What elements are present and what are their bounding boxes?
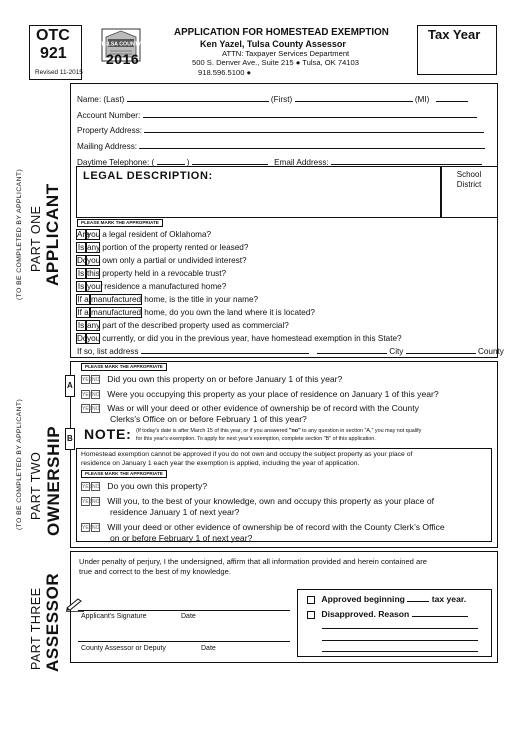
a-question-2 <box>81 389 439 399</box>
a-q2-yes-box[interactable]: YES <box>82 392 93 399</box>
q6-text: home, is the title in your name? <box>142 295 259 304</box>
b-q3-yes-box[interactable]: YES <box>82 525 93 532</box>
part-two-title: PART TWO <box>29 451 43 520</box>
question-4[interactable] <box>76 268 226 279</box>
applicant-date-label: Date <box>181 613 196 620</box>
account-label: Account Number: <box>77 111 141 120</box>
a-question-3 <box>81 403 419 413</box>
q2-answer-box-2[interactable]: any <box>87 243 101 252</box>
q7-answer-box-1[interactable]: If a <box>77 308 89 317</box>
part-two-a-mark-tag: PLEASE MARK THE APPROPRIATE <box>81 363 167 371</box>
part-one-subtitle: APPLICANT <box>43 183 62 286</box>
disapproved-reason-field[interactable] <box>412 608 468 617</box>
b-q2-yes-box[interactable]: YES <box>82 499 93 506</box>
part-two-b-mark-tag: PLEASE MARK THE APPROPRIATE <box>81 470 167 478</box>
reason-line-4[interactable] <box>322 651 478 652</box>
q7-text: home, do you own the land where it is located? <box>142 308 315 317</box>
q1-answer-box-2[interactable]: you <box>87 230 101 239</box>
approved-year-field[interactable] <box>407 593 429 602</box>
note-text-a: (If today's date is after March 15 of this year, or if you answered <box>136 428 289 434</box>
last-name-label: Name: (Last) <box>77 95 125 104</box>
account-row <box>77 109 477 120</box>
q1-answer-box-1[interactable]: Are <box>77 230 90 239</box>
note-text-line2: for this year's exemption. To apply for next year's exemption, complete section "B" of this application. <box>136 436 376 442</box>
first-name-label: (First) <box>270 95 293 104</box>
disapproved-checkbox[interactable] <box>307 611 315 619</box>
q8-answer-box-1[interactable]: Is <box>77 321 85 330</box>
property-address-field[interactable] <box>144 124 484 133</box>
first-name-field[interactable] <box>295 93 413 102</box>
note-no: "no" <box>288 428 301 434</box>
revised-date: Revised 11-2015 <box>35 69 83 76</box>
q3-text: own only a partial or undivided interest? <box>100 256 247 265</box>
question-9[interactable] <box>76 333 402 344</box>
section-b-letter: B <box>67 434 73 443</box>
q2-answer-box-1[interactable]: Is <box>77 243 85 252</box>
form-year: 2016 <box>106 51 140 67</box>
b-intro-line1: Homestead exemption cannot be approved if you do not own and occupy the subject property as your place of <box>81 451 413 458</box>
q8-text: part of the described property used as commercial? <box>100 321 289 330</box>
a-question-1 <box>81 374 342 384</box>
b-question-3 <box>81 522 445 532</box>
property-address-row <box>77 124 484 135</box>
previous-address-row <box>77 345 504 356</box>
school-district-label: School District <box>456 170 482 189</box>
approved-label: Approved beginning <box>321 594 405 604</box>
svg-text:TULSA COUNTY: TULSA COUNTY <box>100 41 142 48</box>
b-q2-no-box[interactable]: NO <box>92 499 100 506</box>
b-q1-text: Do you own this property? <box>107 481 208 491</box>
a-q2-text: Were you occupying this property as your place of residence on January 1 of this year? <box>107 389 439 399</box>
assessor-deputy-label: County Assessor or Deputy <box>81 645 166 652</box>
b-q3-text-cont: on or before February 1 of next year? <box>110 533 253 543</box>
q5-text: residence a manufactured home? <box>102 282 227 291</box>
q8-answer-box-2[interactable]: any <box>87 321 101 330</box>
mailing-address-field[interactable] <box>139 140 485 149</box>
approved-row <box>307 593 466 604</box>
b-q3-no-box[interactable]: NO <box>92 525 100 532</box>
question-7[interactable] <box>76 307 315 318</box>
reason-line-3[interactable] <box>322 640 478 641</box>
q5-answer-box-2[interactable]: your <box>87 282 103 291</box>
tax-year-label: Tax Year <box>428 27 481 42</box>
approved-tax-year-label: tax year. <box>431 594 467 604</box>
mailing-address-row <box>77 140 485 151</box>
part-three-title: PART THREE <box>29 587 43 670</box>
middle-initial-label: (MI) <box>414 95 430 104</box>
part-one-mark-tag: PLEASE MARK THE APPROPRIATE <box>77 219 163 227</box>
attn-line: ATTN: Taxpayer Services Department <box>222 49 350 58</box>
b-q1-no-box[interactable]: NO <box>92 484 100 491</box>
approved-checkbox[interactable] <box>307 596 315 604</box>
a-q3-yes-box[interactable]: YES <box>82 406 93 413</box>
question-3[interactable] <box>76 255 247 266</box>
q3-answer-box-2[interactable]: you <box>87 256 101 265</box>
q6-answer-box-2[interactable]: manufactured <box>91 295 142 304</box>
question-1[interactable] <box>76 229 211 240</box>
form-number: 921 <box>40 45 67 62</box>
a-q1-text: Did you own this property on or before January 1 of this year? <box>107 374 343 384</box>
q1-text: a legal resident of Oklahoma? <box>100 230 212 239</box>
perjury-statement-line2: true and correct to the best of my knowledge. <box>79 567 231 576</box>
area-code-field[interactable] <box>157 156 185 165</box>
assessor-phone: 918.596.5100 ● <box>198 68 252 77</box>
middle-initial-field[interactable] <box>436 93 468 102</box>
b-intro-line2: residence on January 1 each year the exemption is applied, including the year of application. <box>81 460 360 467</box>
note-text-line1 <box>136 428 421 434</box>
previous-address-field[interactable] <box>141 345 309 354</box>
a-q2-no-box[interactable]: NO <box>92 392 100 399</box>
applicant-signature-label: Applicant's Signature <box>81 613 147 620</box>
part-one-side-note: (TO BE COMPLETED BY APPLICANT) <box>16 168 23 300</box>
perjury-statement-line1: Under penalty of perjury, I the undersigned, affirm that all information provided and herein contained are <box>79 557 427 566</box>
assessor-address: 500 S. Denver Ave., Suite 215 ● Tulsa, OK 74103 <box>192 58 359 67</box>
b-q3-text: Will your deed or other evidence of ownership be of record with the County Clerk’s Office <box>107 522 445 532</box>
b-question-2 <box>81 496 434 506</box>
previous-county-field[interactable] <box>406 345 476 354</box>
question-5[interactable] <box>76 281 226 292</box>
b-question-1 <box>81 481 207 491</box>
question-8[interactable] <box>76 320 289 331</box>
q3-answer-box-1[interactable]: Do <box>77 256 88 265</box>
q9-answer-box-1[interactable]: Do <box>77 334 88 343</box>
q5-answer-box-1[interactable]: Is <box>77 282 85 291</box>
county-label: County <box>477 347 504 356</box>
question-6[interactable] <box>76 294 258 305</box>
b-q2-text: Will you, to the best of your knowledge, own and occupy this property as your place of <box>107 496 435 506</box>
q4-answer-box-2[interactable]: this <box>87 269 100 278</box>
if-so-label: If so, list address <box>77 347 139 356</box>
b-q2-text-cont: residence January 1 of next year? <box>110 507 240 517</box>
daytime-phone-field[interactable] <box>192 156 268 165</box>
email-field[interactable] <box>331 156 482 165</box>
part-one-title: PART ONE <box>29 205 43 272</box>
disapproved-row <box>307 608 468 619</box>
q4-text: property held in a revocable trust? <box>100 269 227 278</box>
form-code: OTC <box>36 27 70 44</box>
part-three-subtitle: ASSESSOR <box>43 572 62 672</box>
a-q3-no-box[interactable]: NO <box>92 406 100 413</box>
last-name-field[interactable] <box>127 93 269 102</box>
a-q1-yes-box[interactable]: YES <box>82 377 93 384</box>
name-row <box>77 93 468 104</box>
a-q3-text: Was or will your deed or other evidence of ownership be of record with the County <box>107 403 419 413</box>
mailing-address-label: Mailing Address: <box>77 142 138 151</box>
q2-text: portion of the property rented or leased? <box>100 243 249 252</box>
part-two-side-note: (TO BE COMPLETED BY APPLICANT) <box>16 398 23 530</box>
a-q3-text-cont: Clerks's Office on or before February 1 of this year? <box>110 414 307 424</box>
q9-answer-box-2[interactable]: you <box>87 334 101 343</box>
property-address-label: Property Address: <box>77 126 143 135</box>
section-a-letter: A <box>67 381 73 390</box>
daytime-phone-label: Daytime Telephone: ( <box>77 158 155 167</box>
reason-line-2[interactable] <box>322 628 478 629</box>
q9-text: currently, or did you in the previous year, have homestead exemption in this State? <box>100 334 402 343</box>
question-2[interactable] <box>76 242 248 253</box>
daytime-phone-paren: ) <box>186 158 190 167</box>
legal-description-label: LEGAL DESCRIPTION: <box>83 170 213 182</box>
q4-answer-box-1[interactable]: Is <box>77 269 85 278</box>
b-q1-yes-box[interactable]: YES <box>82 484 93 491</box>
school-district-divider <box>440 166 442 218</box>
assessor-signature-line[interactable] <box>78 641 290 642</box>
account-field[interactable] <box>143 109 477 118</box>
part-two-subtitle: OWNERSHIP <box>44 425 63 536</box>
q6-answer-box-1[interactable]: If a <box>77 295 89 304</box>
q7-answer-box-2[interactable]: manufactured <box>91 308 142 317</box>
city-label: City <box>389 347 404 356</box>
note-label: NOTE: <box>84 426 132 442</box>
email-label: Email Address: <box>274 158 329 167</box>
assessor-date-label: Date <box>201 645 216 652</box>
assessor-name: Ken Yazel, Tulsa County Assessor <box>200 39 346 49</box>
previous-city-field[interactable] <box>317 345 387 354</box>
form-title: APPLICATION FOR HOMESTEAD EXEMPTION <box>174 27 389 38</box>
disapproved-label: Disapproved. Reason <box>321 609 410 619</box>
note-text-b: to any question in section "A," you may not qualify <box>300 428 422 434</box>
a-q1-no-box[interactable]: NO <box>92 377 100 384</box>
applicant-signature-line[interactable] <box>78 610 290 611</box>
